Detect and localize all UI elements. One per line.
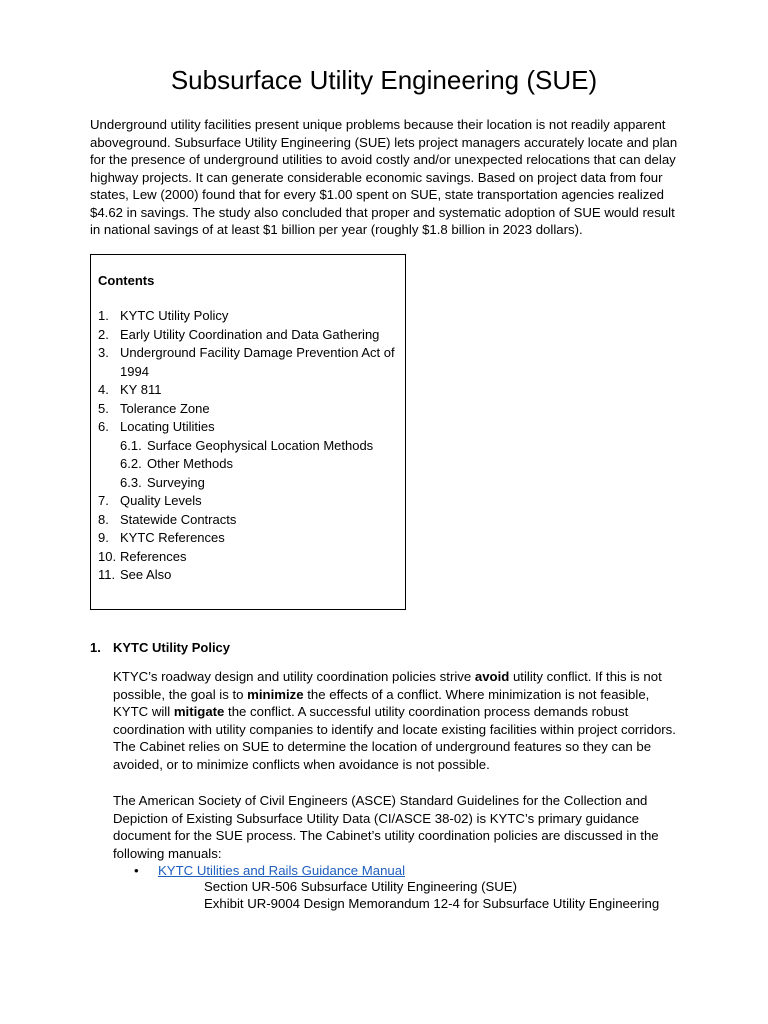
toc-item-label: Early Utility Coordination and Data Gathering (120, 326, 380, 342)
intro-paragraph: Underground utility facilities present unique problems because their location is not readily apparent aboveground. Subsurface Utility Engineering (SUE) lets project managers accurately locate and plan for the presence of underground utilities to avoid costly and/or unexpected relocations that can delay highway projects. It can generate considerable economic savings. Based on project data from four states, Lew (2000) found that for every $1.00 spent on SUE, state transportation agencies realized $4.62 in savings. The study also concluded that proper and systematic adoption of SUE would result in national savings of at least $1 billion per year (roughly $1.8 billion in 2023 dollars). (90, 117, 678, 237)
section-number: 1. (90, 640, 101, 655)
toc-item-label: Statewide Contracts (120, 511, 237, 527)
policy-text-4: the conflict. A successful utility coordination process demands robust coordination with utility companies to identify and locate existing facilities within project corridors. The Cabinet relies on SUE to determine the location of underground features so they can be avoided, or to minimize conflicts when avoidance is not possible. (113, 704, 676, 772)
page-title: Subsurface Utility Engineering (SUE) (170, 65, 598, 96)
policy-text-2: utility conflict. If this is not possible, the goal is to (113, 669, 662, 702)
toc-subitem[interactable] (98, 474, 398, 493)
section-heading (90, 640, 230, 655)
toc-item[interactable] (98, 381, 398, 400)
utilities-rails-manual-link[interactable]: KYTC Utilities and Rails Guidance Manual (158, 863, 406, 878)
asce-paragraph: The American Society of Civil Engineers (ASCE) Standard Guidelines for the Collection and Depiction of Existing Subsurface Utility Data (CI/ASCE 38-02) is KYTC’s primary guidance document for the SUE process. The Cabinet’s utility coordination policies are discussed in the following manuals: (113, 793, 659, 861)
toc-item-label: Tolerance Zone (120, 400, 210, 416)
toc-item-label: Surveying (147, 474, 205, 490)
toc-item-number: 4. (98, 382, 109, 397)
toc-item-number: 9. (98, 530, 109, 545)
toc-item-number: 6.2. (120, 456, 142, 471)
toc-item-number: 5. (98, 400, 109, 416)
toc-item[interactable] (98, 307, 398, 326)
toc-item-number: 3. (98, 345, 109, 360)
manual-exhibit-line: Exhibit UR-9004 Design Memorandum 12-4 for Subsurface Utility Engineering (204, 896, 660, 911)
toc-item-number: 6.3. (120, 474, 142, 490)
toc-item-label: References (120, 548, 187, 564)
contents-heading: Contents (98, 273, 155, 288)
toc-item[interactable] (98, 418, 398, 437)
toc-item[interactable] (98, 326, 398, 345)
toc-item-label: Other Methods (147, 456, 233, 471)
contents-box (90, 254, 406, 610)
policy-text-3: the effects of a conflict. Where minimization is not feasible, KYTC will (113, 686, 650, 719)
toc-item-number: 10. (98, 548, 117, 564)
policy-paragraph (113, 668, 683, 773)
toc-item-number: 7. (98, 493, 109, 508)
toc-item-number: 6.1. (120, 437, 142, 453)
toc-item-label: KYTC References (120, 530, 225, 545)
toc-item-label: Quality Levels (120, 493, 202, 508)
toc-item-label: KY 811 (120, 382, 162, 397)
toc-subitem[interactable] (98, 437, 398, 456)
toc-item[interactable] (98, 400, 398, 419)
toc-item-number: 1. (98, 308, 109, 323)
toc-item-number: 11. (98, 567, 116, 582)
toc-item-number: 2. (98, 326, 109, 342)
toc-item-number: 6. (98, 419, 109, 434)
policy-text-1: KTYC’s roadway design and utility coordination policies strive (113, 669, 475, 684)
toc-item-label: See Also (120, 567, 172, 582)
toc-subitem[interactable] (98, 455, 398, 474)
policy-bold-avoid: avoid (474, 669, 510, 684)
bullet-dot: • (134, 863, 139, 878)
policy-bold-minimize: minimize (247, 686, 304, 702)
toc-item[interactable] (98, 492, 398, 511)
policy-bold-mitigate: mitigate (173, 704, 225, 719)
contents-list (98, 307, 398, 585)
toc-item-label: KYTC Utility Policy (120, 308, 229, 323)
toc-item[interactable] (98, 548, 398, 567)
toc-item-label: Surface Geophysical Location Methods (147, 437, 374, 453)
toc-item[interactable] (98, 344, 398, 381)
section-title: KYTC Utility Policy (113, 640, 231, 655)
toc-item[interactable] (98, 566, 398, 585)
manual-section-line: Section UR-506 Subsurface Utility Engineering (SUE) (204, 879, 517, 894)
toc-item[interactable] (98, 511, 398, 530)
toc-item-number: 8. (98, 511, 109, 527)
toc-item[interactable] (98, 529, 398, 548)
toc-item-label: Underground Facility Damage Prevention Act of 1994 (120, 345, 395, 379)
toc-item-label: Locating Utilities (120, 419, 215, 434)
